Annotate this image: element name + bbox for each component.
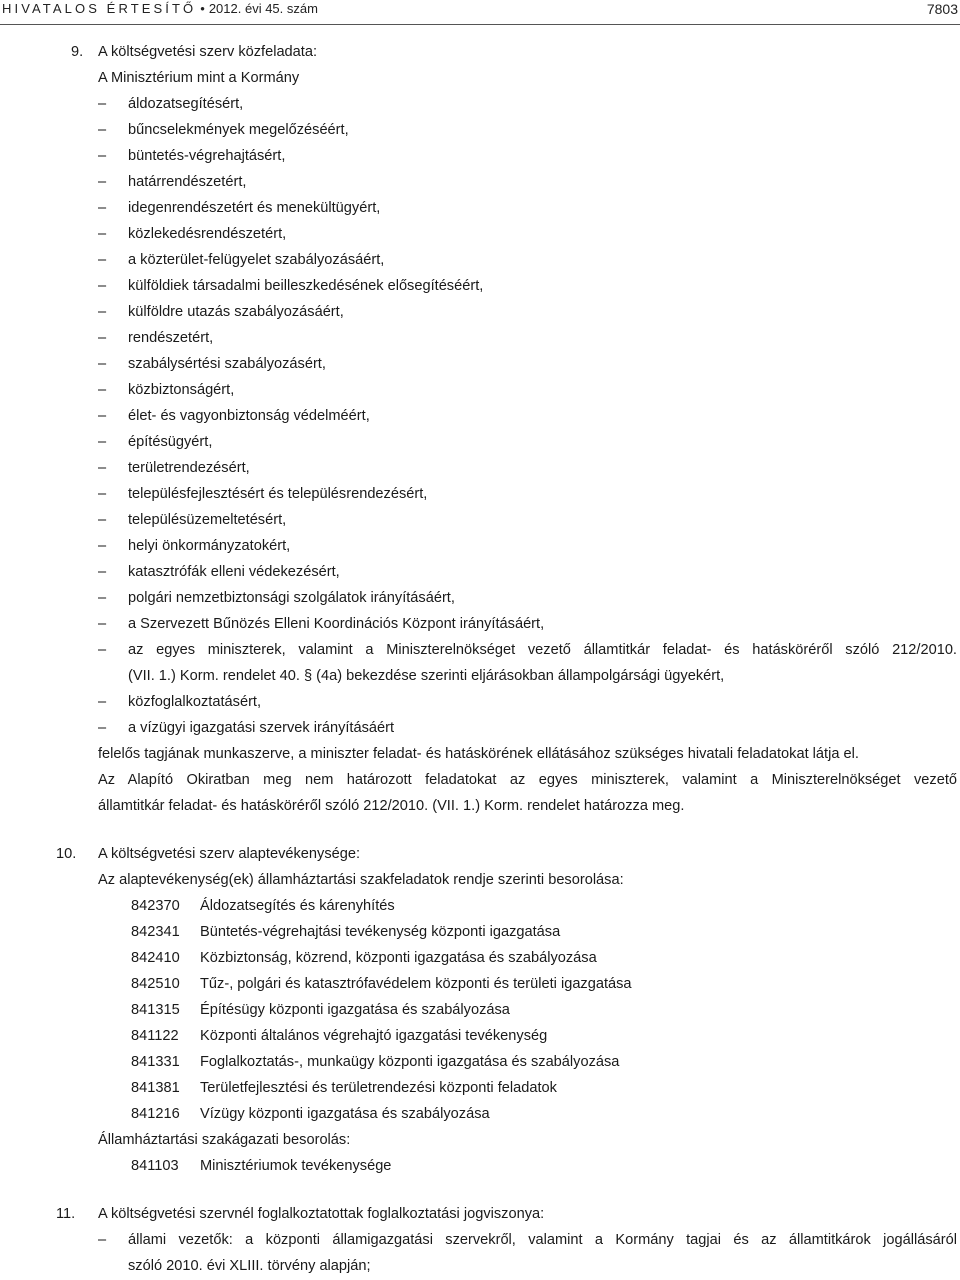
closing-line: felelős tagjának munkaszerve, a miniszter feladat- és hatáskörének ellátásához szükséges hivatali feladatokat látja el.	[98, 746, 859, 762]
activity-label: Közbiztonság, közrend, központi igazgatása és szabályozása	[200, 950, 597, 966]
list-item-text: közbiztonságért,	[128, 382, 235, 398]
list-item-text: településfejlesztésért és településrendezésért,	[128, 486, 428, 502]
activity-label: Vízügy központi igazgatása és szabályozása	[200, 1106, 490, 1122]
activity-label: Területfejlesztési és területrendezési központi feladatok	[200, 1080, 557, 1096]
dash-marker: –	[98, 96, 107, 112]
dash-marker: –	[98, 1232, 107, 1248]
page-number: 7803	[926, 1, 958, 17]
activity-code-row	[0, 945, 960, 971]
activity-code-row	[0, 971, 960, 997]
section-number: 11.	[56, 1206, 76, 1222]
list-item	[0, 429, 960, 455]
running-header	[0, 0, 960, 25]
list-item-text: településüzemeltetésért,	[128, 512, 287, 528]
dash-marker: –	[98, 330, 107, 346]
list-item-text: külföldre utazás szabályozásáért,	[128, 304, 344, 320]
dash-marker: –	[98, 408, 107, 424]
branch-heading: Államháztartási szakágazati besorolás:	[98, 1132, 351, 1148]
dash-marker: –	[98, 200, 107, 216]
list-item	[0, 377, 960, 403]
activity-code-row	[0, 919, 960, 945]
list-item-text: külföldiek társadalmi beilleszkedésének elősegítéséért,	[128, 278, 484, 294]
list-item-text: építésügyért,	[128, 434, 213, 450]
dash-marker: –	[98, 720, 107, 736]
section-9-list-after	[0, 689, 960, 741]
list-item-continuation: (VII. 1.) Korm. rendelet 40. § (4a) bekezdése szerinti eljárásokban állampolgársági ügyekért,	[128, 668, 725, 684]
list-item-text: polgári nemzetbiztonsági szolgálatok irányításáért,	[128, 590, 455, 606]
activity-code-table	[0, 893, 960, 1127]
list-item	[0, 403, 960, 429]
list-item	[0, 169, 960, 195]
list-item	[0, 299, 960, 325]
issue-label: 2012. évi 45. szám	[208, 1, 318, 16]
activity-code-row	[0, 1075, 960, 1101]
activity-code-row	[0, 1049, 960, 1075]
list-item-text: szabálysértési szabályozásért,	[128, 356, 326, 372]
dash-marker: –	[98, 434, 107, 450]
activity-label: Tűz-, polgári és katasztrófavédelem központi és területi igazgatása	[200, 976, 632, 992]
dash-marker: –	[98, 590, 107, 606]
dash-marker: –	[98, 694, 107, 710]
activity-label: Büntetés-végrehajtási tevékenység központi igazgatása	[200, 924, 561, 940]
section-11-heading	[0, 1201, 960, 1227]
dash-marker: –	[98, 486, 107, 502]
list-item-text: a vízügyi igazgatási szervek irányításáért	[128, 720, 395, 736]
dash-marker: –	[98, 122, 107, 138]
list-item-text: katasztrófák elleni védekezésért,	[128, 564, 340, 580]
list-item-text: áldozatsegítésért,	[128, 96, 244, 112]
dash-marker: –	[98, 252, 107, 268]
list-item	[0, 455, 960, 481]
section-number: 10.	[56, 846, 77, 862]
section-9-list	[0, 91, 960, 637]
activity-label: Központi általános végrehajtó igazgatási tevékenység	[200, 1028, 548, 1044]
activity-label: Áldozatsegítés és kárenyhítés	[200, 898, 395, 914]
activity-code: 841381	[131, 1080, 180, 1096]
list-item	[0, 611, 960, 637]
activity-code: 842341	[131, 924, 180, 940]
activity-code: 841122	[131, 1028, 179, 1044]
activity-code-row	[0, 1153, 960, 1179]
list-item-text: idegenrendészetért és menekültügyért,	[128, 200, 381, 216]
list-item	[0, 585, 960, 611]
list-item	[0, 1227, 960, 1253]
list-item	[0, 195, 960, 221]
paragraph-line: államtitkár feladat- és hatásköréről szóló 212/2010. (VII. 1.) Korm. rendelet határozza meg.	[98, 798, 685, 814]
list-item	[0, 325, 960, 351]
dash-marker: –	[98, 642, 107, 658]
list-item-text: rendészetért,	[128, 330, 214, 346]
activity-label: Minisztériumok tevékenysége	[200, 1158, 392, 1174]
activity-code-row	[0, 1023, 960, 1049]
paragraph-line: Az Alapító Okiratban meg nem határozott feladatokat az egyes miniszterek, valamint a Miniszterelnökséget vezető	[98, 772, 957, 788]
activity-code: 841315	[131, 1002, 180, 1018]
list-item-text: az egyes miniszterek, valamint a Miniszterelnökséget vezető államtitkár feladat- és hatásköréről szóló 212/2010.	[128, 642, 957, 658]
list-item	[0, 559, 960, 585]
section-number: 9.	[71, 44, 84, 60]
section-title: A költségvetési szerv alaptevékenysége:	[98, 846, 361, 862]
section-9-intro: A Minisztérium mint a Kormány	[98, 70, 300, 86]
list-item-text: határrendészetért,	[128, 174, 247, 190]
activity-code-row	[0, 1101, 960, 1127]
list-item	[0, 507, 960, 533]
section-title: A költségvetési szervnél foglalkoztatottak foglalkoztatási jogviszonya:	[98, 1206, 545, 1222]
list-item	[0, 715, 960, 741]
list-item-text: közfoglalkoztatásért,	[128, 694, 262, 710]
list-item	[0, 637, 960, 663]
list-item-text: területrendezésért,	[128, 460, 250, 476]
section-10-intro: Az alaptevékenység(ek) államháztartási szakfeladatok rendje szerinti besorolása:	[98, 872, 624, 888]
list-item	[0, 273, 960, 299]
activity-code: 841216	[131, 1106, 180, 1122]
document-body	[0, 39, 960, 1279]
list-item-text: a Szervezett Bűnözés Elleni Koordinációs Központ irányításáért,	[128, 616, 545, 632]
header-bullet: •	[200, 1, 205, 16]
list-item-text: a közterület-felügyelet szabályozásáért,	[128, 252, 385, 268]
list-item-text: helyi önkormányzatokért,	[128, 538, 291, 554]
dash-marker: –	[98, 174, 107, 190]
activity-code-row	[0, 893, 960, 919]
section-9-heading	[0, 39, 960, 65]
section-title: A költségvetési szerv közfeladata:	[98, 44, 318, 60]
list-item	[0, 689, 960, 715]
activity-code: 842370	[131, 898, 180, 914]
dash-marker: –	[98, 148, 107, 164]
activity-label: Építésügy központi igazgatása és szabályozása	[200, 1002, 510, 1018]
dash-marker: –	[98, 278, 107, 294]
list-item-text: élet- és vagyonbiztonság védelméért,	[128, 408, 370, 424]
activity-code: 841331	[131, 1054, 180, 1070]
activity-label: Foglalkoztatás-, munkaügy központi igazgatása és szabályozása	[200, 1054, 620, 1070]
dash-marker: –	[98, 538, 107, 554]
list-item	[0, 91, 960, 117]
list-item-text: állami vezetők: a központi államigazgatási szervekről, valamint a Kormány tagjai és az államtitkárok jogállásáról	[128, 1232, 957, 1248]
dash-marker: –	[98, 382, 107, 398]
dash-marker: –	[98, 460, 107, 476]
list-item-continuation: szóló 2010. évi XLIII. törvény alapján;	[128, 1258, 371, 1274]
dash-marker: –	[98, 512, 107, 528]
activity-code: 842510	[131, 976, 180, 992]
dash-marker: –	[98, 356, 107, 372]
journal-name: HIVATALOS ÉRTESÍTŐ	[2, 1, 197, 16]
journal-title	[2, 1, 318, 16]
activity-code-row	[0, 997, 960, 1023]
list-item	[0, 117, 960, 143]
list-item	[0, 533, 960, 559]
dash-marker: –	[98, 616, 107, 632]
activity-code: 841103	[131, 1158, 179, 1174]
dash-marker: –	[98, 564, 107, 580]
list-item	[0, 221, 960, 247]
list-item	[0, 481, 960, 507]
list-item	[0, 143, 960, 169]
section-10-heading	[0, 841, 960, 867]
list-item-text: büntetés-végrehajtásért,	[128, 148, 286, 164]
list-item	[0, 247, 960, 273]
list-item	[0, 351, 960, 377]
list-item-text: közlekedésrendészetért,	[128, 226, 287, 242]
list-item-text: bűncselekmények megelőzéséért,	[128, 122, 349, 138]
dash-marker: –	[98, 304, 107, 320]
dash-marker: –	[98, 226, 107, 242]
activity-code: 842410	[131, 950, 180, 966]
